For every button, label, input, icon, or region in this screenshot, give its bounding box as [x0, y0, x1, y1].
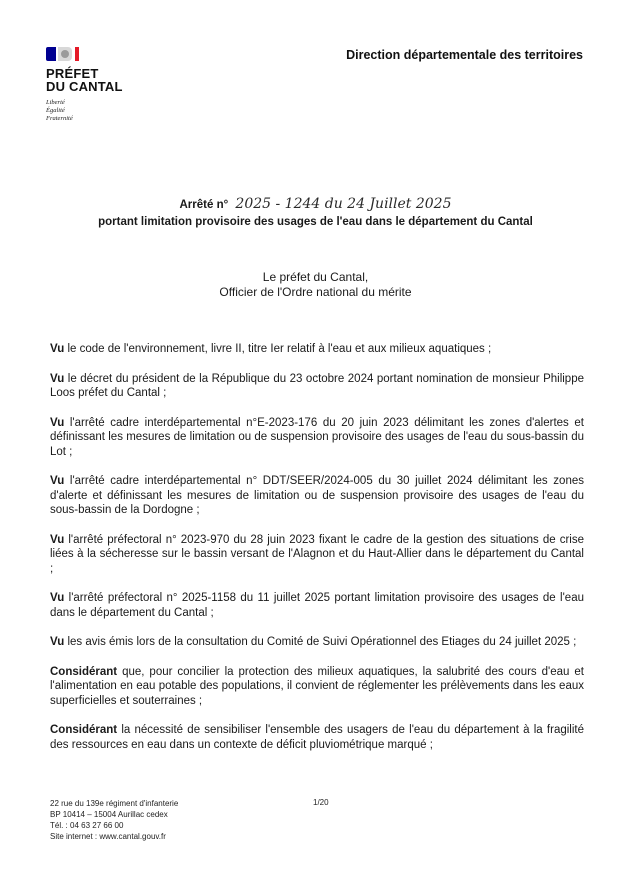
paragraph-text: le code de l'environnement, livre II, titre Ier relatif à l'eau et aux milieux aquatiques ; — [64, 343, 492, 355]
page-number: 1/20 — [313, 798, 329, 807]
paragraph-text: l'arrêté préfectoral n° 2023-970 du 28 juin 2023 fixant le cadre de la gestion des situations de crise liées à la sécheresse sur le bassin versant de l'Alagnon et du Haut-Allier dans le département du Cantal ; — [50, 533, 584, 575]
motto-liberte: Liberté — [46, 99, 65, 106]
direction-heading: Direction départementale des territoires — [346, 48, 583, 62]
paragraph — [50, 665, 584, 709]
prefet-title — [40, 270, 591, 300]
footer-website: Site internet : www.cantal.gouv.fr — [50, 832, 166, 841]
paragraph — [50, 635, 584, 650]
logo-line-prefet: PRÉFET — [46, 66, 99, 81]
arrete-subtitle: portant limitation provisoire des usages de l'eau dans le département du Cantal — [98, 216, 533, 228]
paragraph — [50, 474, 584, 518]
arrete-label: Arrêté n° — [179, 199, 229, 211]
paragraph-text: le décret du président de la République du 23 octobre 2024 portant nomination de monsieur Philippe Loos préfet du Cantal ; — [50, 372, 584, 399]
paragraph-text: l'arrêté cadre interdépartemental n° DDT/SEER/2024-005 du 30 juillet 2024 délimitant les zones d'alerte et définissant les mesures de limitation ou de suspension provisoire des usages de l'eau du sous-bassin de la Dordogne ; — [50, 475, 584, 516]
motto-fraternite: Fraternité — [46, 115, 73, 122]
paragraph — [50, 533, 584, 577]
paragraph — [50, 372, 584, 401]
handwritten-number: 2025 - 1244 du 24 Juillet 2025 — [235, 196, 452, 212]
paragraph-lead: Vu — [50, 372, 65, 385]
paragraph-lead: Vu — [50, 475, 65, 487]
marianne-icon — [46, 46, 156, 62]
paragraph-lead: Vu — [50, 592, 65, 604]
paragraph-lead: Considérant — [50, 724, 118, 736]
paragraph-text: les avis émis lors de la consultation du Comité de Suivi Opérationnel des Etiages du 24 juillet 2025 ; — [64, 636, 577, 648]
paragraph-text: l'arrêté cadre interdépartemental n°E-2023-176 du 20 juin 2023 délimitant les zones d'alertes et définissant les mesures de limitation ou de suspension provisoire des usages de l'eau du sous-bassin du Lot ; — [50, 416, 584, 458]
prefet-line-2: Officier de l'Ordre national du mérite — [219, 285, 412, 299]
footer-street: 22 rue du 139e régiment d'infanterie — [50, 799, 179, 808]
logo-line-cantal: DU CANTAL — [46, 79, 123, 94]
prefet-line-1: Le préfet du Cantal, — [262, 270, 369, 284]
paragraph — [50, 416, 584, 460]
paragraph — [50, 342, 584, 357]
prefet-logo — [46, 46, 156, 123]
paragraph-lead: Considérant — [50, 665, 118, 678]
motto-egalite: Égalité — [46, 107, 65, 114]
arrete-title — [40, 196, 591, 228]
visas-considerants — [50, 342, 584, 752]
paragraph-lead: Vu — [50, 343, 65, 355]
paragraph-text: la nécessité de sensibiliser l'ensemble des usagers de l'eau du département à la fragilité des ressources en eau dans un contexte de déficit pluviométrique marqué ; — [50, 724, 584, 751]
footer-phone: Tél. : 04 63 27 66 00 — [50, 821, 124, 830]
paragraph-lead: Vu — [50, 416, 65, 429]
paragraph — [50, 723, 584, 752]
paragraph-text: que, pour concilier la protection des milieux aquatiques, la salubrité des cours d'eau et l'alimentation en eau potable des populations, il convient de réglementer les prélèvements dans les eaux superficielles et souterraines ; — [50, 665, 584, 707]
paragraph-lead: Vu — [50, 533, 65, 546]
footer-postal: BP 10414 – 15004 Aurillac cedex — [50, 810, 168, 819]
footer-address — [50, 798, 178, 842]
paragraph-text: l'arrêté préfectoral n° 2025-1158 du 11 juillet 2025 portant limitation provisoire des usages de l'eau dans le département du Cantal ; — [50, 592, 584, 619]
paragraph — [50, 591, 584, 620]
paragraph-lead: Vu — [50, 636, 65, 648]
